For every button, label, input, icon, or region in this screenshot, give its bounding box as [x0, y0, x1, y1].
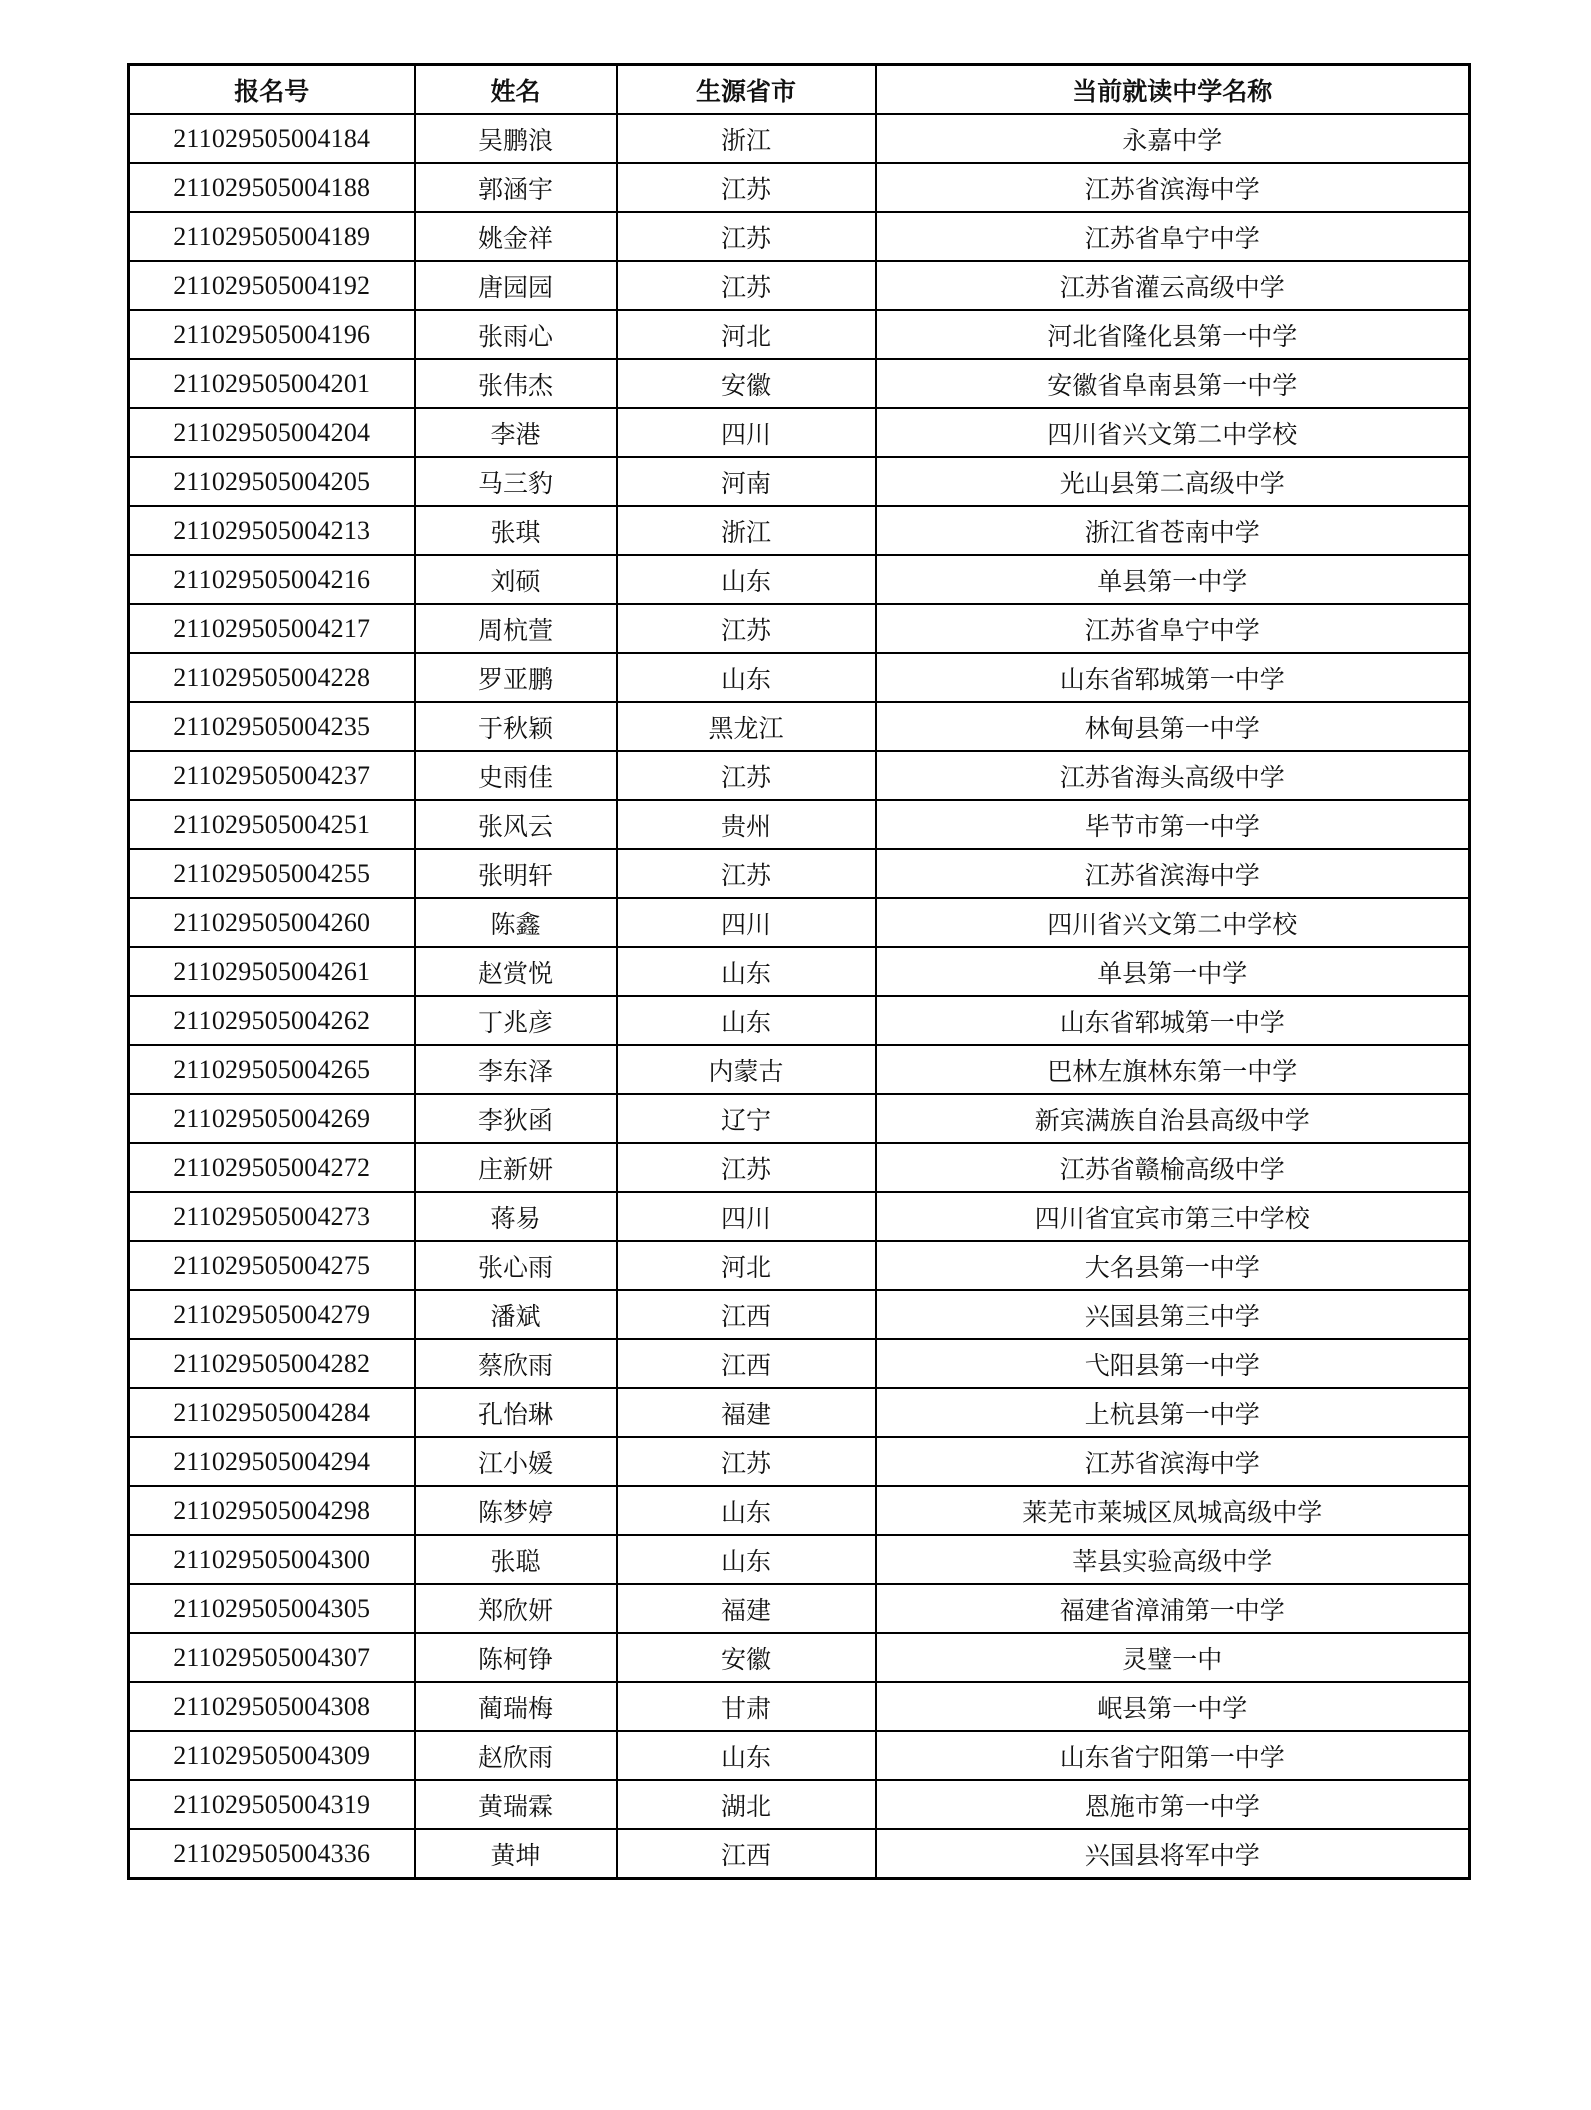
- province-cell: 江苏: [617, 212, 876, 261]
- student-name-cell: 郭涵宇: [415, 163, 617, 212]
- school-name-cell: 河北省隆化县第一中学: [876, 310, 1470, 359]
- table-row: [129, 1682, 1470, 1731]
- school-name-cell: 巴林左旗林东第一中学: [876, 1045, 1470, 1094]
- registration-number-cell: 211029505004188: [129, 163, 415, 212]
- student-name-cell: 李东泽: [415, 1045, 617, 1094]
- school-name-cell: 新宾满族自治县高级中学: [876, 1094, 1470, 1143]
- registration-number-cell: 211029505004309: [129, 1731, 415, 1780]
- table-row: [129, 359, 1470, 408]
- province-cell: 山东: [617, 653, 876, 702]
- province-cell: 江苏: [617, 849, 876, 898]
- province-cell: 河北: [617, 1241, 876, 1290]
- registration-number-cell: 211029505004251: [129, 800, 415, 849]
- province-cell: 黑龙江: [617, 702, 876, 751]
- registration-number-cell: 211029505004307: [129, 1633, 415, 1682]
- province-cell: 江苏: [617, 1437, 876, 1486]
- province-cell: 江苏: [617, 604, 876, 653]
- student-name-cell: 李狄函: [415, 1094, 617, 1143]
- registration-number-cell: 211029505004275: [129, 1241, 415, 1290]
- province-cell: 湖北: [617, 1780, 876, 1829]
- province-cell: 山东: [617, 555, 876, 604]
- school-name-cell: 山东省郓城第一中学: [876, 996, 1470, 1045]
- school-name-cell: 兴国县第三中学: [876, 1290, 1470, 1339]
- table-row: [129, 1290, 1470, 1339]
- school-name-cell: 四川省宜宾市第三中学校: [876, 1192, 1470, 1241]
- province-cell: 内蒙古: [617, 1045, 876, 1094]
- school-name-cell: 山东省宁阳第一中学: [876, 1731, 1470, 1780]
- student-roster-table: [127, 63, 1471, 1880]
- header-name: 姓名: [415, 65, 617, 115]
- school-name-cell: 江苏省赣榆高级中学: [876, 1143, 1470, 1192]
- table-row: [129, 702, 1470, 751]
- province-cell: 河北: [617, 310, 876, 359]
- school-name-cell: 江苏省阜宁中学: [876, 604, 1470, 653]
- student-name-cell: 陈梦婷: [415, 1486, 617, 1535]
- province-cell: 山东: [617, 1731, 876, 1780]
- table-row: [129, 163, 1470, 212]
- student-name-cell: 赵赏悦: [415, 947, 617, 996]
- table-row: [129, 114, 1470, 163]
- table-row: [129, 1584, 1470, 1633]
- school-name-cell: 江苏省滨海中学: [876, 849, 1470, 898]
- student-name-cell: 潘斌: [415, 1290, 617, 1339]
- header-province: 生源省市: [617, 65, 876, 115]
- province-cell: 安徽: [617, 359, 876, 408]
- header-school: 当前就读中学名称: [876, 65, 1470, 115]
- registration-number-cell: 211029505004235: [129, 702, 415, 751]
- table-row: [129, 261, 1470, 310]
- school-name-cell: 江苏省滨海中学: [876, 1437, 1470, 1486]
- school-name-cell: 江苏省海头高级中学: [876, 751, 1470, 800]
- registration-number-cell: 211029505004255: [129, 849, 415, 898]
- registration-number-cell: 211029505004273: [129, 1192, 415, 1241]
- school-name-cell: 山东省郓城第一中学: [876, 653, 1470, 702]
- table-row: [129, 800, 1470, 849]
- registration-number-cell: 211029505004196: [129, 310, 415, 359]
- registration-number-cell: 211029505004294: [129, 1437, 415, 1486]
- registration-number-cell: 211029505004269: [129, 1094, 415, 1143]
- registration-number-cell: 211029505004189: [129, 212, 415, 261]
- student-name-cell: 庄新妍: [415, 1143, 617, 1192]
- province-cell: 四川: [617, 1192, 876, 1241]
- registration-number-cell: 211029505004319: [129, 1780, 415, 1829]
- student-name-cell: 蒋易: [415, 1192, 617, 1241]
- registration-number-cell: 211029505004279: [129, 1290, 415, 1339]
- table-row: [129, 751, 1470, 800]
- student-name-cell: 郑欣妍: [415, 1584, 617, 1633]
- student-name-cell: 吴鹏浪: [415, 114, 617, 163]
- student-name-cell: 周杭萱: [415, 604, 617, 653]
- table-row: [129, 506, 1470, 555]
- table-row: [129, 408, 1470, 457]
- school-name-cell: 永嘉中学: [876, 114, 1470, 163]
- province-cell: 江苏: [617, 163, 876, 212]
- student-name-cell: 江小媛: [415, 1437, 617, 1486]
- student-name-cell: 刘硕: [415, 555, 617, 604]
- province-cell: 山东: [617, 947, 876, 996]
- student-name-cell: 蔺瑞梅: [415, 1682, 617, 1731]
- table-row: [129, 555, 1470, 604]
- school-name-cell: 毕节市第一中学: [876, 800, 1470, 849]
- student-name-cell: 罗亚鹏: [415, 653, 617, 702]
- registration-number-cell: 211029505004217: [129, 604, 415, 653]
- province-cell: 山东: [617, 1535, 876, 1584]
- province-cell: 安徽: [617, 1633, 876, 1682]
- table-row: [129, 1731, 1470, 1780]
- student-name-cell: 陈鑫: [415, 898, 617, 947]
- registration-number-cell: 211029505004213: [129, 506, 415, 555]
- registration-number-cell: 211029505004272: [129, 1143, 415, 1192]
- student-name-cell: 张明轩: [415, 849, 617, 898]
- table-row: [129, 457, 1470, 506]
- province-cell: 江苏: [617, 261, 876, 310]
- student-name-cell: 于秋颖: [415, 702, 617, 751]
- school-name-cell: 恩施市第一中学: [876, 1780, 1470, 1829]
- header-registration-number: 报名号: [129, 65, 415, 115]
- registration-number-cell: 211029505004228: [129, 653, 415, 702]
- student-name-cell: 唐园园: [415, 261, 617, 310]
- registration-number-cell: 211029505004192: [129, 261, 415, 310]
- table-row: [129, 947, 1470, 996]
- province-cell: 山东: [617, 996, 876, 1045]
- school-name-cell: 江苏省灌云高级中学: [876, 261, 1470, 310]
- school-name-cell: 上杭县第一中学: [876, 1388, 1470, 1437]
- table-row: [129, 1339, 1470, 1388]
- school-name-cell: 光山县第二高级中学: [876, 457, 1470, 506]
- student-name-cell: 张雨心: [415, 310, 617, 359]
- student-name-cell: 黄坤: [415, 1829, 617, 1879]
- province-cell: 浙江: [617, 114, 876, 163]
- province-cell: 江西: [617, 1829, 876, 1879]
- province-cell: 山东: [617, 1486, 876, 1535]
- school-name-cell: 四川省兴文第二中学校: [876, 898, 1470, 947]
- province-cell: 四川: [617, 408, 876, 457]
- school-name-cell: 福建省漳浦第一中学: [876, 1584, 1470, 1633]
- student-name-cell: 赵欣雨: [415, 1731, 617, 1780]
- table-row: [129, 1780, 1470, 1829]
- registration-number-cell: 211029505004201: [129, 359, 415, 408]
- student-name-cell: 姚金祥: [415, 212, 617, 261]
- table-row: [129, 996, 1470, 1045]
- student-name-cell: 张风云: [415, 800, 617, 849]
- table-row: [129, 604, 1470, 653]
- province-cell: 浙江: [617, 506, 876, 555]
- table-row: [129, 212, 1470, 261]
- school-name-cell: 弋阳县第一中学: [876, 1339, 1470, 1388]
- school-name-cell: 岷县第一中学: [876, 1682, 1470, 1731]
- table-row: [129, 1192, 1470, 1241]
- student-name-cell: 张心雨: [415, 1241, 617, 1290]
- table-row: [129, 1094, 1470, 1143]
- table-row: [129, 1388, 1470, 1437]
- registration-number-cell: 211029505004308: [129, 1682, 415, 1731]
- registration-number-cell: 211029505004265: [129, 1045, 415, 1094]
- table-row: [129, 1143, 1470, 1192]
- province-cell: 四川: [617, 898, 876, 947]
- registration-number-cell: 211029505004262: [129, 996, 415, 1045]
- school-name-cell: 江苏省阜宁中学: [876, 212, 1470, 261]
- province-cell: 江西: [617, 1290, 876, 1339]
- table-row: [129, 1241, 1470, 1290]
- table-row: [129, 1633, 1470, 1682]
- province-cell: 甘肃: [617, 1682, 876, 1731]
- registration-number-cell: 211029505004305: [129, 1584, 415, 1633]
- school-name-cell: 林甸县第一中学: [876, 702, 1470, 751]
- registration-number-cell: 211029505004237: [129, 751, 415, 800]
- registration-number-cell: 211029505004205: [129, 457, 415, 506]
- registration-number-cell: 211029505004261: [129, 947, 415, 996]
- student-name-cell: 蔡欣雨: [415, 1339, 617, 1388]
- table-row: [129, 1535, 1470, 1584]
- registration-number-cell: 211029505004184: [129, 114, 415, 163]
- school-name-cell: 浙江省苍南中学: [876, 506, 1470, 555]
- registration-number-cell: 211029505004260: [129, 898, 415, 947]
- province-cell: 江西: [617, 1339, 876, 1388]
- registration-number-cell: 211029505004284: [129, 1388, 415, 1437]
- registration-number-cell: 211029505004298: [129, 1486, 415, 1535]
- province-cell: 江苏: [617, 751, 876, 800]
- student-name-cell: 张琪: [415, 506, 617, 555]
- student-name-cell: 马三豹: [415, 457, 617, 506]
- table-row: [129, 1829, 1470, 1879]
- province-cell: 贵州: [617, 800, 876, 849]
- province-cell: 江苏: [617, 1143, 876, 1192]
- province-cell: 河南: [617, 457, 876, 506]
- table-header: [129, 65, 1470, 115]
- province-cell: 福建: [617, 1584, 876, 1633]
- table-row: [129, 1486, 1470, 1535]
- registration-number-cell: 211029505004282: [129, 1339, 415, 1388]
- school-name-cell: 兴国县将军中学: [876, 1829, 1470, 1879]
- school-name-cell: 单县第一中学: [876, 947, 1470, 996]
- student-name-cell: 张伟杰: [415, 359, 617, 408]
- table-row: [129, 1045, 1470, 1094]
- school-name-cell: 莘县实验高级中学: [876, 1535, 1470, 1584]
- student-name-cell: 史雨佳: [415, 751, 617, 800]
- school-name-cell: 安徽省阜南县第一中学: [876, 359, 1470, 408]
- school-name-cell: 大名县第一中学: [876, 1241, 1470, 1290]
- school-name-cell: 江苏省滨海中学: [876, 163, 1470, 212]
- student-name-cell: 黄瑞霖: [415, 1780, 617, 1829]
- table-row: [129, 310, 1470, 359]
- registration-number-cell: 211029505004204: [129, 408, 415, 457]
- table-body: [129, 114, 1470, 1879]
- registration-number-cell: 211029505004336: [129, 1829, 415, 1879]
- table-row: [129, 1437, 1470, 1486]
- student-name-cell: 张聪: [415, 1535, 617, 1584]
- table-row: [129, 849, 1470, 898]
- school-name-cell: 莱芜市莱城区凤城高级中学: [876, 1486, 1470, 1535]
- student-name-cell: 陈柯铮: [415, 1633, 617, 1682]
- header-row: [129, 65, 1470, 115]
- registration-number-cell: 211029505004216: [129, 555, 415, 604]
- student-name-cell: 孔怡琳: [415, 1388, 617, 1437]
- school-name-cell: 四川省兴文第二中学校: [876, 408, 1470, 457]
- school-name-cell: 单县第一中学: [876, 555, 1470, 604]
- table-row: [129, 653, 1470, 702]
- province-cell: 辽宁: [617, 1094, 876, 1143]
- student-name-cell: 李港: [415, 408, 617, 457]
- student-name-cell: 丁兆彦: [415, 996, 617, 1045]
- registration-number-cell: 211029505004300: [129, 1535, 415, 1584]
- school-name-cell: 灵璧一中: [876, 1633, 1470, 1682]
- table-row: [129, 898, 1470, 947]
- province-cell: 福建: [617, 1388, 876, 1437]
